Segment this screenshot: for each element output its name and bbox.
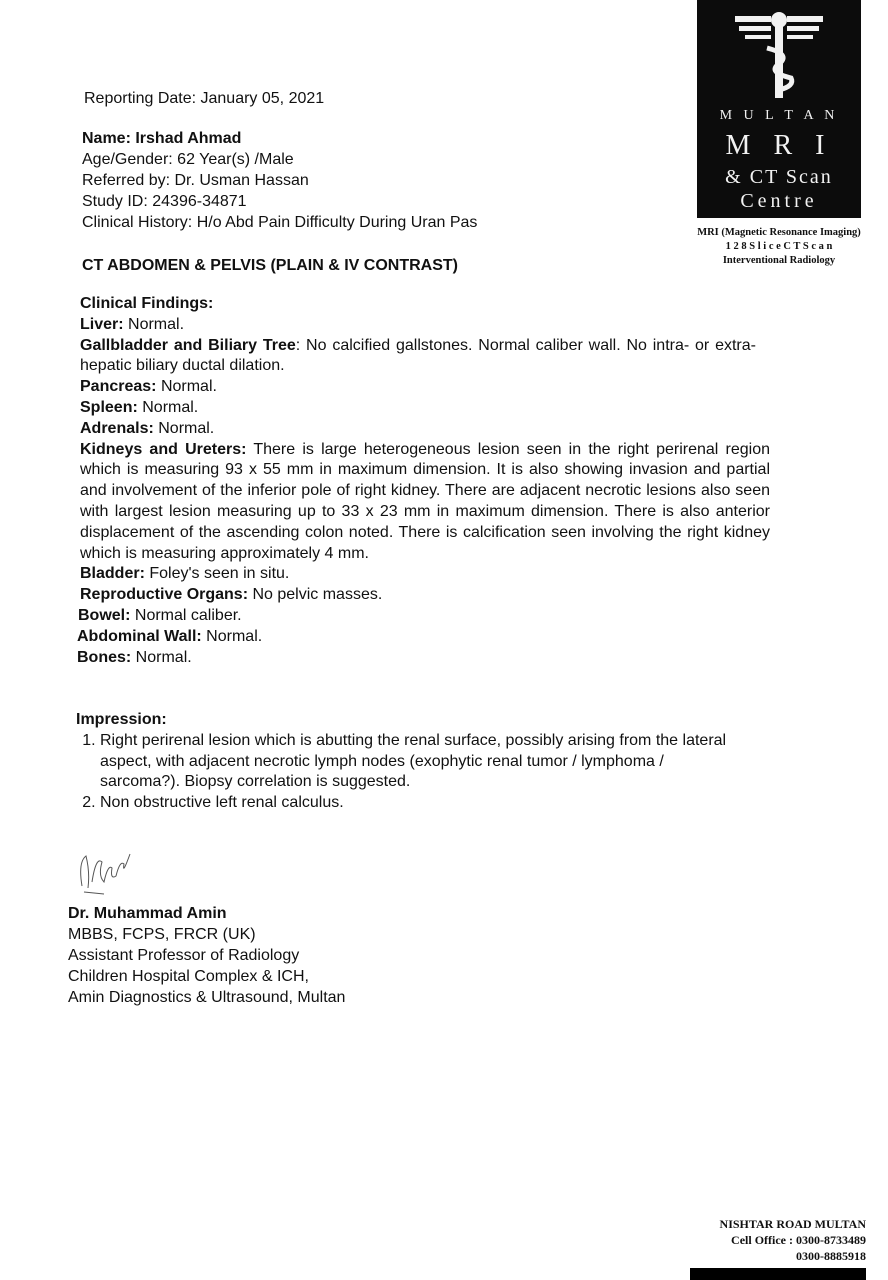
phone-line: Cell Office : 0300-8733489	[731, 1233, 866, 1247]
finding-liver: Liver: Normal.	[80, 315, 185, 333]
finding-bladder: Bladder: Foley's seen in situ.	[80, 565, 290, 583]
signature-icon	[74, 842, 138, 898]
impression-item: 1. Right perirenal lesion which is abutting the renal surface, possibly arising from the lateral aspect, with adjacent necrotic lymph nodes (exophytic renal tumor / lymphoma / sarcoma?). Biopsy correlation is suggested.	[100, 731, 740, 793]
report-title: CT ABDOMEN & PELVIS (PLAIN & IV CONTRAST)	[82, 257, 458, 274]
doctor-name: Dr. Muhammad Amin	[68, 905, 227, 922]
study-id: Study ID: 24396-34871	[82, 193, 247, 210]
clinic-address	[684, 1216, 866, 1264]
doctor-affiliation: Amin Diagnostics & Ultrasound, Multan	[68, 989, 346, 1006]
caduceus-icon	[697, 8, 861, 108]
address-line: NISHTAR ROAD MULTAN	[719, 1217, 866, 1231]
patient-info	[82, 128, 477, 233]
impression-heading: Impression:	[76, 711, 167, 728]
doctor-qualifications: MBBS, FCPS, FRCR (UK)	[68, 926, 256, 943]
finding-bones: Bones: Normal.	[77, 648, 192, 666]
footer-bar	[690, 1268, 866, 1280]
finding-adrenals: Adrenals: Normal.	[80, 419, 215, 437]
tagline-ct: 1 2 8 S l i c e C T S c a n	[725, 241, 833, 252]
clinical-history: Clinical History: H/o Abd Pain Difficulty During Uran Pas	[82, 214, 478, 231]
logo-mri: M R I	[725, 130, 833, 161]
findings-heading: Clinical Findings:	[80, 295, 214, 312]
age-gender: Age/Gender: 62 Year(s) /Male	[82, 151, 294, 168]
patient-name: Irshad Ahmad	[135, 130, 242, 147]
logo-ctscan: & CT Scan	[725, 166, 833, 188]
name-label: Name:	[82, 130, 131, 147]
finding-reproductive: Reproductive Organs: No pelvic masses.	[80, 586, 383, 604]
finding-bowel: Bowel: Normal caliber.	[78, 606, 242, 624]
services-tagline	[693, 226, 865, 268]
tagline-mri: MRI (Magnetic Resonance Imaging)	[697, 227, 861, 238]
doctor-affiliation: Children Hospital Complex & ICH,	[68, 968, 309, 985]
finding-gallbladder: Gallbladder and Biliary Tree: No calcified gallstones. Normal caliber wall. No intra- or extra-hepatic biliary ductal dilation.	[80, 336, 756, 375]
signature-block	[68, 903, 345, 1008]
clinical-findings	[77, 294, 770, 668]
finding-kidneys: Kidneys and Ureters: There is large heterogeneous lesion seen in the right perirenal region which is measuring 93 x 55 mm in maximum dimension. It is also showing invasion and partial and involvement of the inferior pole of right kidney. There are adjacent necrotic lesions also seen with largest lesion measuring up to 33 x 23 mm in maximum dimension. There is also anterior displacement of the ascending colon noted. There is calcification seen involving the right kidney which is measuring approximately 4 mm.	[80, 440, 770, 562]
phone-line: 0300-8885918	[796, 1249, 866, 1263]
finding-pancreas: Pancreas: Normal.	[80, 378, 217, 396]
impression	[76, 710, 756, 814]
reporting-date: Reporting Date: January 05, 2021	[84, 90, 325, 107]
logo-centre: Centre	[740, 190, 818, 212]
finding-abdominal-wall: Abdominal Wall: Normal.	[77, 627, 263, 645]
logo-city: M U L T A N	[719, 108, 839, 123]
doctor-position: Assistant Professor of Radiology	[68, 947, 300, 964]
clinic-logo	[697, 0, 861, 218]
tagline-ir: Interventional Radiology	[722, 255, 836, 266]
finding-spleen: Spleen: Normal.	[80, 398, 199, 416]
referred-by: Referred by: Dr. Usman Hassan	[82, 172, 309, 189]
impression-item: 2. Non obstructive left renal calculus.	[100, 793, 756, 814]
